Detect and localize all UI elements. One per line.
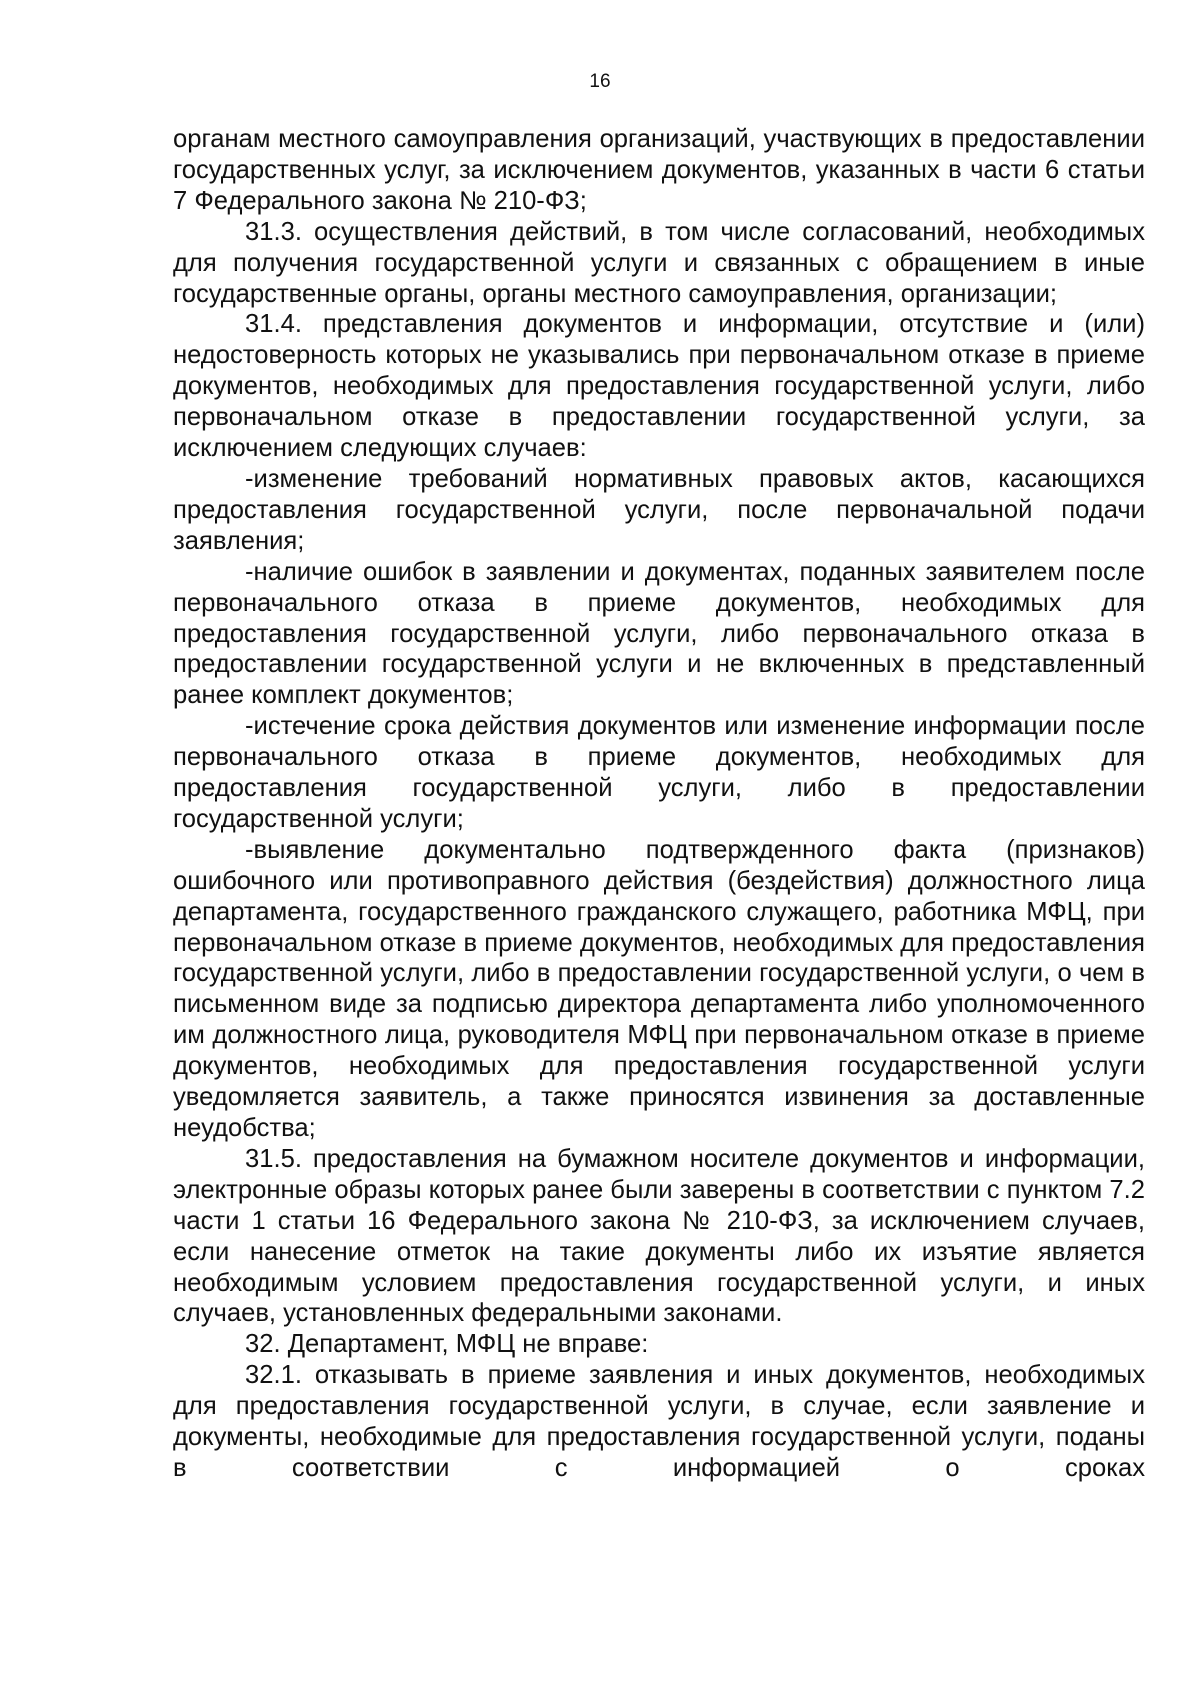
list-item-requirements-change: -изменение требований нормативных правовых актов, касающихся предоставления государственной услуги, после первоначальной подачи заявления; xyxy=(173,464,1145,555)
document-body xyxy=(173,124,1145,1484)
paragraph-31-3: 31.3. осуществления действий, в том числе согласований, необходимых для получения государственной услуги и связанных с обращением в иные государственные органы, органы местного самоуправления, организации; xyxy=(173,217,1145,308)
list-item-documents-expiry: -истечение срока действия документов или изменение информации после первоначального отказа в приеме документов, необходимых для предоставления государственной услуги, либо в предоставлении государственной услуги; xyxy=(173,712,1145,833)
page-number: 16 xyxy=(589,71,611,92)
list-item-erroneous-action: -выявление документально подтвержденного факта (признаков) ошибочного или противоправного действия (бездействия) должностного лица департамента, государственного гражданского служащего, работника МФЦ, при первоначальном отказе в приеме документов, необходимых для предоставления государственной услуги, либо в предоставлении государственной услуги, о чем в письменном виде за подписью директора департамента либо уполномоченного им должностного лица, руководителя МФЦ при первоначальном отказе в приеме документов, необходимых для предоставления государственной услуги уведомляется заявитель, а также приносятся извинения за доставленные неудобства; xyxy=(173,835,1145,1142)
list-item-errors-in-application: -наличие ошибок в заявлении и документах, поданных заявителем после первоначального отказа в приеме документов, необходимых для предоставления государственной услуги, либо первоначального отказа в предоставлении государственной услуги и не включенных в представленный ранее комплект документов; xyxy=(173,557,1145,710)
paragraph-continuation: органам местного самоуправления организаций, участвующих в предоставлении государственных услуг, за исключением документов, указанных в части 6 статьи 7 Федерального закона № 210-ФЗ; xyxy=(173,125,1145,215)
paragraph-32-1: 32.1. отказывать в приеме заявления и иных документов, необходимых для предоставления государственной услуги, в случае, если заявление и документы, необходимые для предоставления государственной услуги, поданы в соответствии с информацией о сроках xyxy=(173,1361,1145,1482)
paragraph-31-4: 31.4. представления документов и информации, отсутствие и (или) недостоверность которых не указывались при первоначальном отказе в приеме документов, необходимых для предоставления государственной услуги, либо первоначальном отказе в предоставлении государственной услуги, за исключением следующих случаев: xyxy=(173,310,1145,463)
paragraph-31-5: 31.5. предоставления на бумажном носителе документов и информации, электронные образы которых ранее были заверены в соответствии с пунктом 7.2 части 1 статьи 16 Федерального закона № 210-ФЗ, за исключением случаев, если нанесение отметок на такие документы либо их изъятие является необходимым условием предоставления государственной услуги, и иных случаев, установленных федеральными законами. xyxy=(173,1144,1145,1328)
paragraph-32: 32. Департамент, МФЦ не вправе: xyxy=(245,1330,649,1359)
